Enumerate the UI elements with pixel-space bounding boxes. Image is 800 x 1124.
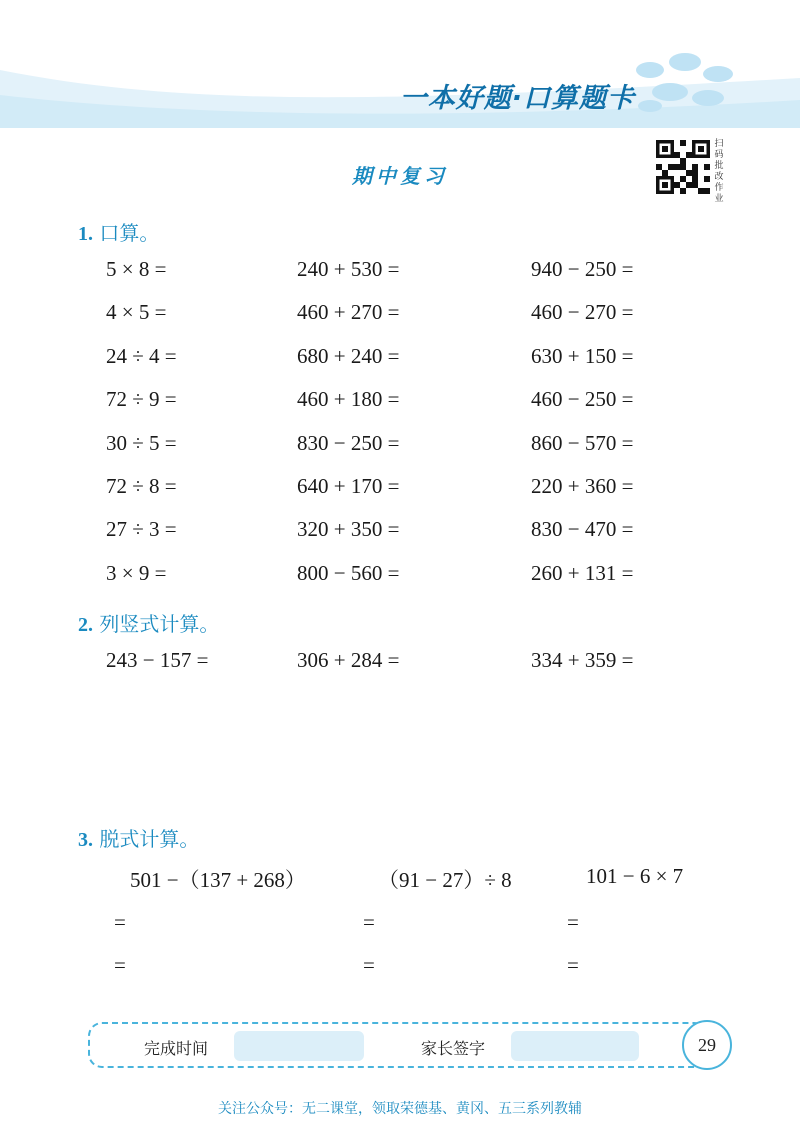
oral-calc-item: 640 + 170 = bbox=[297, 474, 400, 498]
oral-calc-item: 260 + 131 = bbox=[531, 561, 634, 585]
oral-calc-item: 4 × 5 = bbox=[106, 300, 167, 324]
oral-calc-item: 72 ÷ 9 = bbox=[106, 387, 177, 411]
oral-calc-item: 460 + 270 = bbox=[297, 300, 400, 324]
oral-calc-row bbox=[0, 300, 800, 330]
page-number: 29 bbox=[682, 1020, 732, 1070]
vertical-calc-row bbox=[0, 648, 800, 678]
stepwise-calc-item: 501 −（137 + 268） bbox=[130, 868, 306, 892]
oral-calc-item: 320 + 350 = bbox=[297, 517, 400, 541]
oral-calc-row bbox=[0, 517, 800, 547]
oral-calc-item: 830 − 250 = bbox=[297, 431, 400, 455]
vertical-calc-item: 243 − 157 = bbox=[106, 648, 209, 672]
oral-calc-row bbox=[0, 344, 800, 374]
oral-calc-item: 800 − 560 = bbox=[297, 561, 400, 585]
section-2-label: 列竖式计算。 bbox=[99, 612, 220, 636]
oral-calc-item: 3 × 9 = bbox=[106, 561, 167, 585]
oral-calc-item: 630 + 150 = bbox=[531, 344, 634, 368]
qr-label: 扫码批改作业 bbox=[714, 139, 724, 204]
oral-calc-item: 940 − 250 = bbox=[531, 257, 634, 281]
vertical-calc-item: 334 + 359 = bbox=[531, 648, 634, 672]
section-1-number: 1. bbox=[78, 223, 93, 245]
oral-calc-item: 72 ÷ 8 = bbox=[106, 474, 177, 498]
section-1-label: 口算。 bbox=[99, 221, 160, 245]
parent-signature-label: 家长签字 bbox=[421, 1039, 486, 1058]
oral-calc-row bbox=[0, 431, 800, 461]
vertical-calc-item: 306 + 284 = bbox=[297, 648, 400, 672]
completion-time-label: 完成时间 bbox=[144, 1039, 209, 1058]
section-3-label: 脱式计算。 bbox=[99, 827, 200, 851]
parent-signature-field[interactable] bbox=[511, 1031, 639, 1061]
equals-sign: = bbox=[567, 953, 579, 977]
oral-calc-item: 460 − 270 = bbox=[531, 300, 634, 324]
oral-calc-item: 830 − 470 = bbox=[531, 517, 634, 541]
oral-calc-item: 680 + 240 = bbox=[297, 344, 400, 368]
section-3-number: 3. bbox=[78, 829, 93, 851]
section-2-number: 2. bbox=[78, 614, 93, 636]
oral-calc-item: 5 × 8 = bbox=[106, 257, 167, 281]
equals-sign: = bbox=[363, 910, 375, 934]
oral-calc-item: 220 + 360 = bbox=[531, 474, 634, 498]
brand-title: 一本好题·口算题卡 bbox=[399, 83, 635, 114]
oral-calc-row bbox=[0, 561, 800, 591]
oral-calc-row bbox=[0, 257, 800, 287]
section-1-title bbox=[78, 217, 159, 246]
page-title: 期中复习 bbox=[352, 164, 448, 188]
completion-time-field[interactable] bbox=[234, 1031, 364, 1061]
stepwise-calc-item: 101 − 6 × 7 bbox=[586, 864, 684, 888]
section-2-title bbox=[78, 608, 219, 637]
equals-sign: = bbox=[114, 910, 126, 934]
oral-calc-row bbox=[0, 474, 800, 504]
equals-sign: = bbox=[114, 953, 126, 977]
footer-note: 关注公众号：无二课堂，领取荣德基、黄冈、五三系列教辅 bbox=[218, 1101, 582, 1117]
equals-sign: = bbox=[363, 953, 375, 977]
equals-sign: = bbox=[567, 910, 579, 934]
oral-calc-item: 30 ÷ 5 = bbox=[106, 431, 177, 455]
section-3-title bbox=[78, 823, 199, 852]
clouds-icon bbox=[630, 40, 740, 120]
oral-calc-item: 240 + 530 = bbox=[297, 257, 400, 281]
oral-calc-item: 27 ÷ 3 = bbox=[106, 517, 177, 541]
oral-calc-item: 860 − 570 = bbox=[531, 431, 634, 455]
page-header bbox=[0, 0, 800, 128]
oral-calc-row bbox=[0, 387, 800, 417]
oral-calc-item: 460 − 250 = bbox=[531, 387, 634, 411]
oral-calc-item: 24 ÷ 4 = bbox=[106, 344, 177, 368]
oral-calc-item: 460 + 180 = bbox=[297, 387, 400, 411]
stepwise-calc-item: （91 − 27）÷ 8 bbox=[378, 868, 512, 892]
